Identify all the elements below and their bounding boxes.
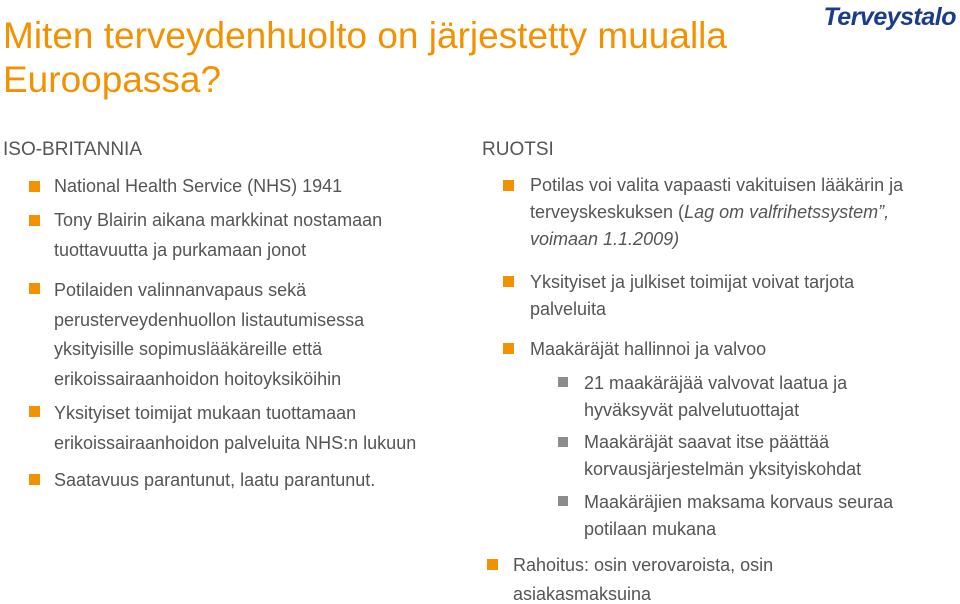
bullet-icon: [29, 181, 40, 192]
section-heading-sweden: RUOTSI: [482, 139, 554, 160]
list-item-text: Tony Blairin aikana markkinat nostamaan tuottavuutta ja purkamaan jonot: [54, 210, 383, 260]
section-heading-uk: ISO-BRITANNIA: [3, 139, 142, 160]
terveystalo-logo: Terveystalo: [823, 3, 956, 31]
sub-list-item-text: Maakäräjät saavat itse päättää korvausjärjestelmän yksityiskohdat: [584, 432, 862, 479]
bullet-icon: [503, 343, 514, 354]
list-item-text: Rahoitus: osin verovaroista, osin asiakasmaksuina: [513, 555, 774, 604]
bullet-icon: [503, 180, 514, 191]
sub-list-item-text: 21 maakäräjää valvovat laatua ja hyväksyvät palvelutuottajat: [584, 373, 848, 420]
list-item-text: Yksityiset toimijat mukaan tuottamaan erikoissairaanhoidon palveluita NHS:n lukuun: [54, 403, 417, 453]
bullet-icon: [503, 276, 514, 287]
bullet-icon: [29, 406, 40, 417]
list-item-text: Maakäräjät hallinnoi ja valvoo: [530, 339, 767, 359]
sub-list-item-text: Maakäräjien maksama korvaus seuraa potilaan mukana: [584, 492, 894, 539]
sub-bullet-icon: [558, 377, 568, 387]
list-item-text: Potilaiden valinnanvapaus sekä perusterveydenhuollon listautumisessa yksityisille sopimuslääkäreille että erikoissairaanhoidon hoitoyksiköihin: [54, 280, 365, 389]
list-item-text: Yksityiset ja julkiset toimijat voivat tarjota palveluita: [530, 272, 855, 319]
bullet-icon: [487, 559, 498, 570]
bullet-icon: [29, 215, 40, 226]
sub-bullet-icon: [558, 437, 568, 447]
list-item-text-main: Potilas voi valita vapaasti vakituisen lääkärin ja terveyskeskuksen (: [530, 175, 904, 222]
list-item-text: National Health Service (NHS) 1941: [54, 176, 343, 196]
slide-title: Miten terveydenhuolto on järjestetty muualla Euroopassa?: [3, 15, 727, 100]
bullet-icon: [29, 474, 40, 485]
sub-bullet-icon: [558, 496, 568, 506]
bullet-icon: [29, 283, 40, 294]
list-item-text: Saatavuus parantunut, laatu parantunut.: [54, 470, 376, 490]
list-item-text-italic: Lag om valfrihetssystem”, voimaan 1.1.2009): [530, 202, 890, 249]
list-item-text: [530, 172, 950, 253]
